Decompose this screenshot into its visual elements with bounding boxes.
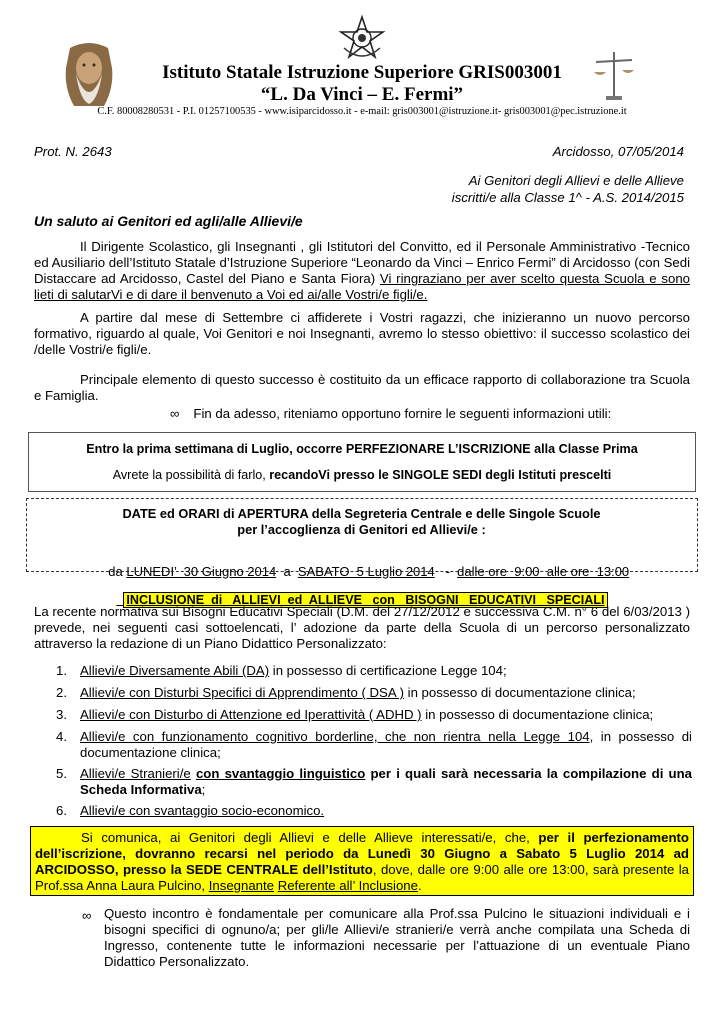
dates-prefix: da (108, 564, 127, 579)
list-rest: in possesso di documentazione clinica; (421, 707, 654, 722)
list-number: 2. (56, 685, 67, 700)
intro-text-underlined: Vi ringraziano per aver scelto questa Scuola e sono lieti di salutarVi e di dare il benvenuto a Voi ed ai/alle Vostri/e figli/e. (34, 271, 690, 302)
dates-separator: - (434, 564, 458, 579)
bes-paragraph: La recente normativa sui Bisogni Educativi Speciali (D.M. del 27/12/2012 e successiva C.M. n° 6 del 6/03/2013 ) prevede, nei seguenti casi sottoelencati, l’ adozione da parte della Scuola di un percorso personalizzato attraverso la redazione di un Piano Didattico Personalizzato: (34, 604, 690, 651)
office-hours-title-1: DATE ed ORARI di APERTURA della Segreteria Centrale e delle Singole Scuole (122, 506, 601, 521)
list-number: 3. (56, 707, 67, 722)
protocol-number: Prot. N. 2643 (34, 144, 112, 159)
recipients-line-2: iscritti/e alla Classe 1^ - A.S. 2014/2015 (451, 190, 684, 205)
list-underlined: Allievi/e con Disturbi Specifici di Apprendimento ( DSA ) (80, 685, 404, 700)
office-hours-title-2: per l’accoglienza di Genitori ed Allievi/e : (237, 522, 486, 537)
yellow-notice-box (30, 826, 694, 896)
list-underlined: Allievi/e con svantaggio socio-economico. (80, 803, 325, 818)
notice-middle: , dove, dalle ore 9:00 alle ore 13:00, sarà presente la Prof.ssa Anna Laura Pulcino, (35, 862, 689, 893)
enrollment-box (28, 432, 696, 492)
place-date: Arcidosso, 07/05/2014 (552, 144, 684, 159)
contacts-line: C.F. 80008280531 - P.I. 01257100535 - www.isiparcidosso.it - e-mail: gris003001@istruzione.it- gris003001@pec.istruzione.it (97, 106, 627, 117)
list-underlined: Allievi/e con funzionamento cognitivo borderline, che non rientra nella Legge 104 (80, 729, 590, 744)
notice-bold: per il perfezionamento dell’iscrizione, dovranno recarsi nel periodo da Lunedì 30 Giugno a Sabato 5 Luglio 2014 ad ARCIDOSSO, presso la SEDE CENTRALE dell’Istituto (35, 830, 689, 877)
notice-end: . (417, 878, 422, 893)
inclusion-section-title (0, 579, 724, 607)
enrollment-box-line-2-bold: recandoVi presso le SINGOLE SEDI degli Istituti prescelti (265, 468, 612, 482)
infinity-bullet-icon: ∞ (170, 406, 180, 421)
end-date: SABATO 5 Luglio 2014 (297, 564, 435, 579)
final-bullet-icon: ∞ (82, 908, 92, 923)
list-underlined: Allievi/e Stranieri/e (80, 766, 191, 781)
office-hours-box (26, 498, 698, 579)
inclusion-title-highlight: INCLUSIONE di ALLIEVI ed ALLIEVE con BISOGNI EDUCATIVI SPECIALI (123, 592, 607, 608)
enrollment-box-line-2-plain: Avrete la possibilità di farlo, (112, 468, 266, 482)
partnership-paragraph: A partire dal mese di Settembre ci affiderete i Vostri ragazzi, che inizieranno un nuovo percorso formativo, riguardo al quale, Voi Genitori e noi Insegnanti, avremo lo stesso obiettivo: il successo scolastico dei /delle Vostri/e figli/e. (34, 310, 690, 357)
list-underlined: Allievi/e Diversamente Abili (DA) (80, 663, 270, 678)
dates-connector: a (276, 564, 298, 579)
list-number: 1. (56, 663, 67, 678)
hours-range: dalle ore 9:00 alle ore 13:00 (457, 564, 630, 579)
list-bold: per i quali sarà necessaria la compilazione di una Scheda Informativa (80, 766, 692, 797)
notice-intro: Si comunica, ai Genitori degli Allievi e delle Allieve interessati/e, che, (81, 830, 539, 845)
republic-emblem-icon (338, 14, 386, 62)
list-number: 5. (56, 766, 67, 781)
school-subtitle: “L. Da Vinci – E. Fermi” (260, 84, 464, 105)
final-paragraph: Questo incontro è fondamentale per comunicare alla Prof.ssa Pulcino le situazioni individuali e i bisogni specifici di ognuno/a; per gli/le Allievi/e stranieri/e verrà anche compilata una Scheda di Ingresso, contenente tutte le informazioni necessarie per l’attuazione di un eventuale Piano Didattico Personalizzato. (104, 906, 690, 969)
list-rest: , in possesso di documentazione clinica; (80, 729, 692, 760)
info-line (170, 406, 611, 421)
intro-paragraph (34, 239, 690, 303)
list-underlined: Allievi/e con Disturbo di Attenzione ed Iperattività ( ADHD ) (80, 707, 422, 722)
intro-text: Il Dirigente Scolastico, gli Insegnanti , gli Istitutori del Convitto, ed il Personale Amministrativo -Tecnico ed Ausiliario dell’Istituto Statale d’Istruzione Superiore “Leonardo da Vinci – Enrico Fermi” di Arcidosso (con Sedi Distaccare ad Arcidosso, Castel del Piano e Santa Fiora) (34, 239, 690, 286)
start-date: LUNEDI’ 30 Giugno 2014 (126, 564, 277, 579)
list-bold-underlined: con svantaggio linguistico (195, 766, 366, 781)
list-number: 6. (56, 803, 67, 818)
notice-teacher: Insegnante (208, 878, 275, 893)
enrollment-box-line-2 (29, 468, 695, 482)
list-rest: in possesso di certificazione Legge 104; (269, 663, 507, 678)
list-rest: ; (201, 782, 206, 797)
collaboration-paragraph: Principale elemento di questo successo è costituito da un efficace rapporto di collaborazione tra Scuola e Famiglia. (34, 372, 690, 403)
list-rest: in possesso di documentazione clinica; (403, 685, 636, 700)
enrollment-box-line-1: Entro la prima settimana di Luglio, occorre PERFEZIONARE L’ISCRIZIONE alla Classe Prima (86, 442, 638, 456)
list-number: 4. (56, 729, 67, 744)
greeting-heading: Un saluto ai Genitori ed agli/alle Allievi/e (34, 213, 303, 229)
recipients-line-1: Ai Genitori degli Allievi e delle Allieve (468, 173, 684, 188)
school-name: Istituto Statale Istruzione Superiore GRIS003001 (162, 62, 562, 83)
notice-role: Referente all’ Inclusione (277, 878, 418, 893)
info-line-text: Fin da adesso, riteniamo opportuno fornire le seguenti informazioni utili: (193, 406, 612, 421)
